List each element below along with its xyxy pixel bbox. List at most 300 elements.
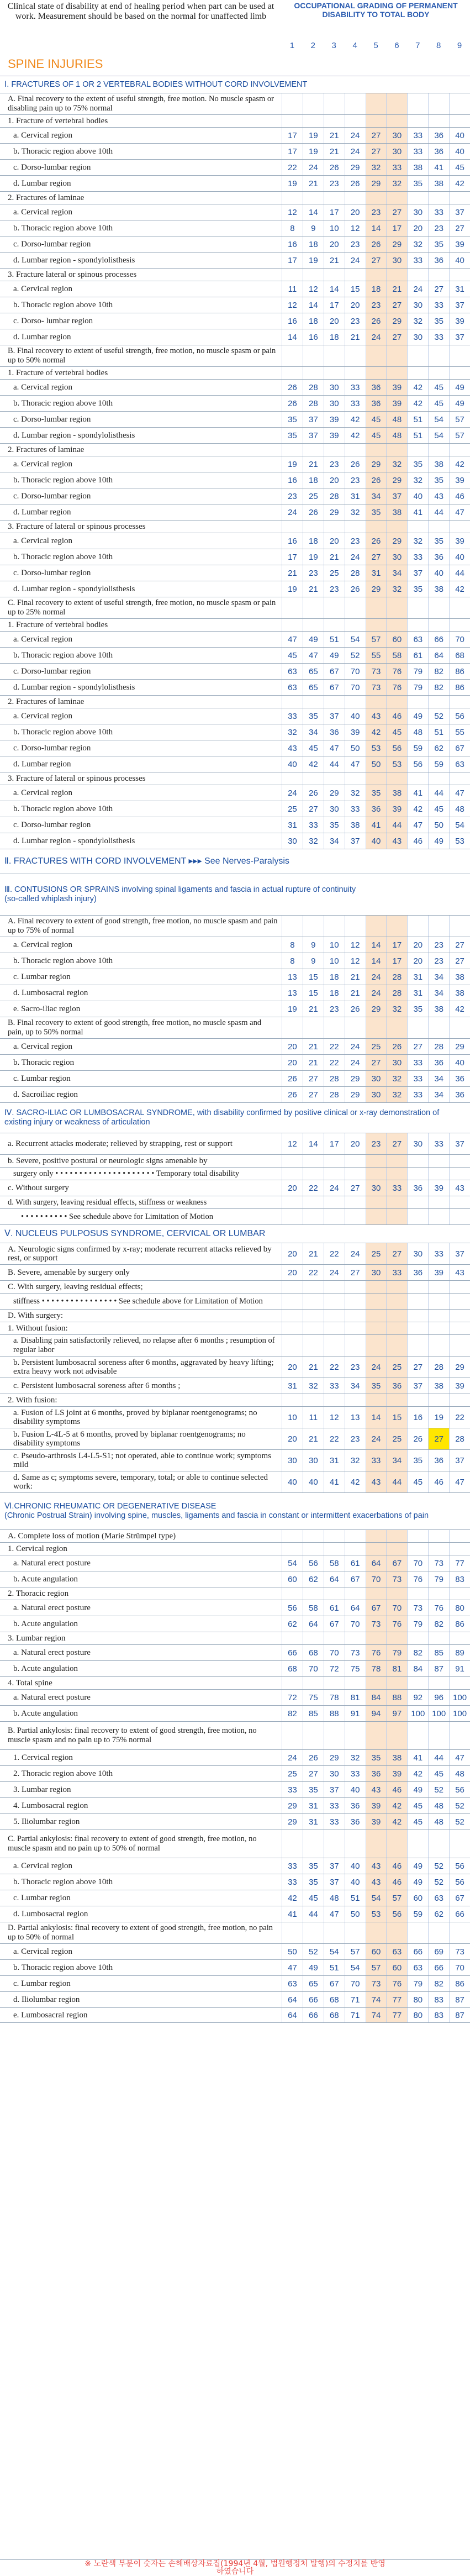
grade-cell-5: 26	[366, 236, 387, 252]
grade-cell-5: 25	[366, 1243, 387, 1264]
table-row	[0, 488, 470, 504]
grade-cell-4: 21	[345, 329, 366, 345]
grade-cells	[282, 412, 470, 427]
grade-cell-4: 75	[345, 1661, 366, 1676]
grade-cell-3: 39	[324, 412, 345, 427]
grade-cell-1	[282, 345, 303, 366]
grade-cell-6: 58	[386, 648, 407, 663]
grade-cell-1	[282, 1543, 303, 1555]
grade-cells	[282, 1830, 470, 1858]
grade-cell-9: 39	[449, 313, 470, 329]
grade-cell-5: 43	[366, 708, 387, 724]
row-label: b. Thoracic region above 10th	[13, 651, 113, 660]
grade-cell-5: 55	[366, 648, 387, 663]
grade-cell-7	[407, 1632, 428, 1644]
table-row	[0, 128, 470, 144]
table-row	[0, 456, 470, 472]
grade-cell-7	[407, 93, 428, 114]
grade-cell-2: 25	[303, 488, 324, 504]
grade-cell-7: 35	[407, 1001, 428, 1017]
grade-cell-6	[386, 1543, 407, 1555]
grade-cell-3: 39	[324, 428, 345, 443]
grade-cell-2: 9	[303, 953, 324, 969]
header-condition-title: Clinical state of disability at end of healing period when part can be used at work. Measurement should be based on the normal for unaffected limb	[7, 2, 274, 21]
grade-cell-6: 76	[386, 664, 407, 679]
grade-cell-5	[366, 1281, 387, 1293]
grade-cell-1: 17	[282, 128, 303, 143]
grade-cell-1: 68	[282, 1661, 303, 1676]
grade-cell-6: 29	[386, 533, 407, 549]
grade-cell-4: 20	[345, 297, 366, 313]
row-label: a. Natural erect posture	[13, 1604, 91, 1612]
grade-cell-5	[366, 1632, 387, 1644]
grade-cell-6: 39	[386, 1766, 407, 1781]
grade-cell-6: 63	[386, 1944, 407, 1959]
subheading-row	[0, 1830, 470, 1858]
row-label: b. Thoracic region above 10th	[13, 301, 113, 309]
grade-cell-5	[366, 916, 387, 937]
grade-cell-4	[345, 619, 366, 631]
row-label: C. Final recovery to extent of useful strength, free motion, no muscle spasm or pain up to 25% normal	[8, 598, 276, 617]
table-row	[0, 412, 470, 428]
grade-cell-8: 27	[428, 281, 449, 297]
grade-cell-6	[386, 1322, 407, 1334]
grade-cell-8	[428, 192, 449, 204]
grade-cell-4	[345, 1281, 366, 1293]
grade-cell-5	[366, 269, 387, 281]
grade-cell-3: 18	[324, 329, 345, 345]
grade-cell-9: 86	[449, 1976, 470, 1991]
grade-cell-6	[386, 1722, 407, 1749]
grade-cell-7: 79	[407, 1616, 428, 1632]
grade-cell-2: 35	[303, 708, 324, 724]
grade-cell-4: 73	[345, 1645, 366, 1660]
grade-cell-9: 54	[449, 817, 470, 833]
grade-cell-7	[407, 1722, 428, 1749]
grade-cell-3: 31	[324, 1450, 345, 1471]
grade-cell-6: 30	[386, 144, 407, 159]
grade-cell-4: 42	[345, 1471, 366, 1492]
grade-cell-1	[282, 1196, 303, 1208]
grade-cell-9: 37	[449, 1243, 470, 1264]
grade-cell-1: 31	[282, 1378, 303, 1394]
grade-cell-7: 42	[407, 1766, 428, 1781]
grade-cell-4	[345, 1722, 366, 1749]
grade-cell-2: 14	[303, 204, 324, 220]
subheading-row	[0, 345, 470, 367]
subheading-row	[0, 916, 470, 937]
table-row	[0, 1133, 470, 1155]
table-row	[0, 1428, 470, 1450]
grade-cell-4	[345, 367, 366, 379]
grade-cell-6	[386, 916, 407, 937]
grade-cell-5: 24	[366, 329, 387, 345]
grade-cells	[282, 313, 470, 329]
grade-cell-8	[428, 1310, 449, 1322]
subheading-row	[0, 1922, 470, 1944]
grade-cell-3: 67	[324, 1616, 345, 1632]
subheading-row	[0, 444, 470, 456]
subheading-row	[0, 1281, 470, 1294]
grade-cell-9: 40	[449, 253, 470, 268]
grade-header-2: 2	[310, 41, 315, 50]
row-label: B. Final recovery to extent of useful strength, free motion, no muscle spasm or pain up to 50% normal	[8, 346, 276, 365]
grade-cell-3: 37	[324, 1858, 345, 1874]
grade-cells	[282, 1133, 470, 1154]
row-label: D. Partial ankylosis: final recovery to extent of good strength, free motion, no pain up to 50% of normal	[8, 1923, 273, 1942]
table-row	[0, 1890, 470, 1906]
grade-cell-1	[282, 269, 303, 281]
grade-cell-3: 29	[324, 785, 345, 801]
grade-cell-3: 24	[324, 1265, 345, 1280]
row-label: Ⅲ. CONTUSIONS OR SPRAINS involving spinal ligaments and fascia in actual rupture of continuity (so-called whiplash injury)	[4, 885, 356, 903]
grade-cell-1: 25	[282, 801, 303, 817]
grade-cell-6: 81	[386, 1661, 407, 1676]
grade-cell-6: 27	[386, 204, 407, 220]
table-row	[0, 220, 470, 236]
grade-cell-1: 31	[282, 817, 303, 833]
grade-cell-2: 37	[303, 428, 324, 443]
grade-header-8: 8	[436, 41, 441, 50]
grade-cell-2	[303, 1209, 324, 1224]
row-label: 4. Total spine	[8, 1679, 52, 1687]
grade-cell-2: 14	[303, 297, 324, 313]
grade-cell-1	[282, 916, 303, 937]
grade-cell-2: 44	[303, 1906, 324, 1922]
grade-cell-2: 19	[303, 549, 324, 565]
grade-cell-9: 38	[449, 985, 470, 1001]
grade-cell-9: 37	[449, 297, 470, 313]
grade-cell-8: 27	[428, 1428, 449, 1449]
row-label: a. Cervical region	[13, 635, 73, 644]
table-row	[0, 708, 470, 724]
grade-cell-5	[366, 619, 387, 631]
grade-cell-4	[345, 1543, 366, 1555]
row-label: D. With surgery:	[8, 1311, 64, 1320]
grade-cell-1: 35	[282, 428, 303, 443]
grade-cell-9	[449, 1322, 470, 1334]
grade-cell-4: 50	[345, 1906, 366, 1922]
grade-cell-3: 54	[324, 1944, 345, 1959]
grade-cell-1	[282, 93, 303, 114]
grade-cell-9: 37	[449, 204, 470, 220]
grade-cell-5: 25	[366, 1039, 387, 1054]
grade-number-row	[282, 41, 470, 50]
grade-cell-5: 27	[366, 549, 387, 565]
grade-cell-4: 26	[345, 176, 366, 191]
grade-cell-6: 29	[386, 236, 407, 252]
grade-cells	[282, 619, 470, 631]
grade-cell-3: 30	[324, 380, 345, 395]
grade-cells	[282, 549, 470, 565]
row-label: A. Complete loss of motion (Marie Strümpel type)	[8, 1532, 176, 1541]
row-label: Ⅴ. NUCLEUS PULPOSUS SYNDROME, CERVICAL OR LUMBAR	[4, 1229, 266, 1238]
grade-cell-4: 40	[345, 1858, 366, 1874]
grade-cells	[282, 632, 470, 647]
grade-cell-4: 64	[345, 1600, 366, 1616]
row-label: d. Lumbar region	[13, 179, 71, 188]
table-row	[0, 160, 470, 176]
grade-cell-8	[428, 444, 449, 456]
grade-cell-2	[303, 1922, 324, 1943]
grade-cell-2: 49	[303, 1960, 324, 1975]
row-label: 3. Lumbar region	[13, 1785, 71, 1794]
grade-cell-8	[428, 269, 449, 281]
grade-cell-7: 30	[407, 1133, 428, 1154]
grade-cell-8: 49	[428, 833, 449, 849]
grade-cell-6: 34	[386, 1450, 407, 1471]
grade-cell-5	[366, 1722, 387, 1749]
grade-cells	[282, 1543, 470, 1555]
grade-cell-4: 71	[345, 2008, 366, 2022]
row-label: a. Cervical region	[13, 1947, 73, 1956]
grade-cell-8: 28	[428, 1039, 449, 1054]
grade-cell-2: 21	[303, 1428, 324, 1449]
grade-cell-8: 46	[428, 1471, 449, 1492]
grade-cells	[282, 128, 470, 143]
grade-cell-4	[345, 1587, 366, 1600]
grade-cell-6	[386, 521, 407, 533]
grade-cell-9: 77	[449, 1555, 470, 1571]
grade-cell-7: 38	[407, 160, 428, 175]
grade-cell-1: 29	[282, 1798, 303, 1813]
grade-cell-4: 33	[345, 1766, 366, 1781]
grade-cell-1: 24	[282, 1750, 303, 1765]
grade-cell-6: 21	[386, 281, 407, 297]
grade-cell-6: 28	[386, 969, 407, 985]
grade-cells	[282, 1001, 470, 1017]
grade-cell-9	[449, 1294, 470, 1309]
row-label: d. Lumbar region - spondylolisthesis	[13, 585, 135, 593]
grade-cell-1: 33	[282, 1874, 303, 1890]
grade-cell-6	[386, 1677, 407, 1689]
subheading-row	[0, 1543, 470, 1555]
grade-cell-9: 52	[449, 1798, 470, 1813]
grade-cells	[282, 472, 470, 488]
grade-cell-4: 33	[345, 380, 366, 395]
grade-cell-9	[449, 521, 470, 533]
table-row	[0, 817, 470, 833]
grade-cell-1: 26	[282, 396, 303, 411]
grade-cell-9: 83	[449, 1571, 470, 1587]
subheading-row	[0, 521, 470, 533]
grade-cell-2: 40	[303, 1471, 324, 1492]
grade-cell-8: 85	[428, 1645, 449, 1660]
grade-cell-5	[366, 1830, 387, 1858]
table-row	[0, 396, 470, 412]
grade-cell-5: 30	[366, 1071, 387, 1086]
row-label: b. Thoracic region above 10th	[13, 728, 113, 737]
section-heading	[0, 874, 470, 916]
subheading-row	[0, 1196, 470, 1209]
grade-cell-5	[366, 1322, 387, 1334]
grade-cell-6: 77	[386, 1992, 407, 2007]
grade-cell-2: 21	[303, 1001, 324, 1017]
grade-cell-4: 29	[345, 1087, 366, 1102]
grade-cell-8: 54	[428, 412, 449, 427]
grade-cell-2	[303, 916, 324, 937]
grade-cell-4	[345, 772, 366, 785]
grade-cell-1: 16	[282, 236, 303, 252]
grade-cell-1: 22	[282, 160, 303, 175]
grade-cell-9	[449, 1196, 470, 1208]
grade-cell-5: 14	[366, 937, 387, 953]
grade-cell-2: 26	[303, 1750, 324, 1765]
grade-cell-2	[303, 1632, 324, 1644]
grade-cell-6: 76	[386, 680, 407, 695]
grade-cell-1: 63	[282, 664, 303, 679]
grade-cell-5	[366, 1155, 387, 1167]
row-label: b. Thoracic region above 10th	[13, 224, 113, 233]
grade-cell-4: 52	[345, 648, 366, 663]
grade-cell-1	[282, 1017, 303, 1038]
grade-cell-6	[386, 1168, 407, 1180]
grade-cells	[282, 204, 470, 220]
grade-cell-2: 26	[303, 504, 324, 520]
grade-cell-4: 70	[345, 680, 366, 695]
grade-cell-1: 24	[282, 785, 303, 801]
grade-cell-7: 79	[407, 664, 428, 679]
grade-cells	[282, 1690, 470, 1705]
grade-cell-9	[449, 1677, 470, 1689]
grade-cell-6: 42	[386, 1798, 407, 1813]
table-row	[0, 236, 470, 253]
grade-cell-9	[449, 597, 470, 618]
grade-cell-6: 33	[386, 1180, 407, 1196]
subheading-row	[0, 269, 470, 281]
row-label: b. Thoracic region above 10th	[13, 956, 113, 965]
grade-cell-9: 38	[449, 969, 470, 985]
grade-cell-7	[407, 1394, 428, 1406]
grade-cell-5: 41	[366, 817, 387, 833]
grade-cell-4: 71	[345, 1992, 366, 2007]
grade-cell-5	[366, 1922, 387, 1943]
grade-cells	[282, 1766, 470, 1781]
grade-cell-9: 43	[449, 1180, 470, 1196]
grade-cell-5: 30	[366, 1180, 387, 1196]
grade-cell-3	[324, 1587, 345, 1600]
grade-cell-9: 42	[449, 1001, 470, 1017]
grade-cells	[282, 1922, 470, 1943]
grade-cell-8: 43	[428, 488, 449, 504]
grade-cell-3: 20	[324, 313, 345, 329]
grade-cell-9: 100	[449, 1706, 470, 1721]
row-label: a. Cervical region	[13, 1042, 73, 1051]
grade-cell-9: 67	[449, 1890, 470, 1906]
grade-cell-7: 61	[407, 648, 428, 663]
grade-cell-3	[324, 1530, 345, 1542]
row-label: 5. Iliolumbar region	[13, 1817, 80, 1826]
grade-cell-9: 70	[449, 632, 470, 647]
row-label: b. Thoracic region above 10th	[13, 1878, 113, 1886]
grade-cell-4	[345, 1017, 366, 1038]
grade-cell-7: 37	[407, 565, 428, 581]
grade-cell-2	[303, 772, 324, 785]
table-row	[0, 1976, 470, 1992]
grade-cell-7	[407, 772, 428, 785]
row-label: b. Thoracic region	[13, 1058, 75, 1067]
grade-cell-6	[386, 1196, 407, 1208]
footer-note	[0, 2559, 470, 2575]
grade-cell-2: 66	[303, 1992, 324, 2007]
grade-cell-6: 27	[386, 1243, 407, 1264]
grade-cell-4: 24	[345, 549, 366, 565]
grade-cell-3: 21	[324, 549, 345, 565]
grade-cell-2: 21	[303, 1055, 324, 1070]
grade-cell-8	[428, 1830, 449, 1858]
grade-cell-3	[324, 1830, 345, 1858]
table-row	[0, 329, 470, 345]
grade-cell-3	[324, 521, 345, 533]
table-row	[0, 1039, 470, 1055]
grade-cell-3	[324, 1168, 345, 1180]
grade-cells	[282, 1322, 470, 1334]
grade-cell-8: 44	[428, 504, 449, 520]
grade-cell-5: 67	[366, 1600, 387, 1616]
grade-cell-2: 35	[303, 1858, 324, 1874]
grade-cell-6	[386, 1209, 407, 1224]
grade-cell-7: 51	[407, 412, 428, 427]
grade-cell-2: 21	[303, 1039, 324, 1054]
grade-cell-8: 23	[428, 937, 449, 953]
grade-cell-7: 41	[407, 504, 428, 520]
grade-cell-8	[428, 1922, 449, 1943]
grade-header-1: 1	[289, 41, 295, 50]
row-label: A. Neurologic signs confirmed by x-ray; moderate recurrent attacks relieved by rest, or support	[8, 1245, 272, 1263]
row-label: Ⅳ. SACRO-ILIAC OR LUMBOSACRAL SYNDROME, with disability confirmed by positive clinical or x-ray demonstration of existing injury or weakness of articulation	[4, 1108, 440, 1127]
grade-cell-6	[386, 367, 407, 379]
grade-cell-2: 32	[303, 833, 324, 849]
table-row	[0, 1616, 470, 1632]
grade-cell-3: 78	[324, 1690, 345, 1705]
table-row	[0, 1180, 470, 1196]
grade-cell-7: 33	[407, 549, 428, 565]
grade-cell-1	[282, 1335, 303, 1356]
grade-cell-9: 48	[449, 1766, 470, 1781]
grade-cell-3: 18	[324, 969, 345, 985]
grade-cell-8	[428, 1168, 449, 1180]
grade-cell-8	[428, 1632, 449, 1644]
grade-cell-3: 17	[324, 297, 345, 313]
grade-cell-6: 34	[386, 565, 407, 581]
grade-cells	[282, 1555, 470, 1571]
grade-cell-2: 28	[303, 380, 324, 395]
grade-cell-9	[449, 269, 470, 281]
grade-cell-2: 24	[303, 160, 324, 175]
grade-cell-8: 100	[428, 1706, 449, 1721]
row-label: 1. Fracture of vertebral bodies	[8, 117, 108, 125]
subheading-row	[0, 597, 470, 619]
grade-cell-4: 42	[345, 412, 366, 427]
grade-cell-2: 56	[303, 1555, 324, 1571]
grade-cell-6: 44	[386, 1471, 407, 1492]
grade-cell-7	[407, 115, 428, 127]
row-label: b. Severe, positive postural or neurologic signs amenable by	[8, 1156, 208, 1165]
grade-cells	[282, 380, 470, 395]
grade-cell-1	[282, 521, 303, 533]
subheading-row	[0, 367, 470, 380]
grade-cell-9: 87	[449, 1992, 470, 2007]
grade-cell-2: 45	[303, 740, 324, 756]
table-row	[0, 740, 470, 756]
grade-cell-5	[366, 772, 387, 785]
grade-cell-8: 35	[428, 533, 449, 549]
row-label: d. Sacroiliac region	[13, 1090, 78, 1099]
grade-cell-8: 54	[428, 428, 449, 443]
table-row	[0, 1814, 470, 1830]
row-label: c. Persistent lumbosacral soreness after 6 months ;	[13, 1381, 181, 1390]
grade-cells	[282, 444, 470, 456]
